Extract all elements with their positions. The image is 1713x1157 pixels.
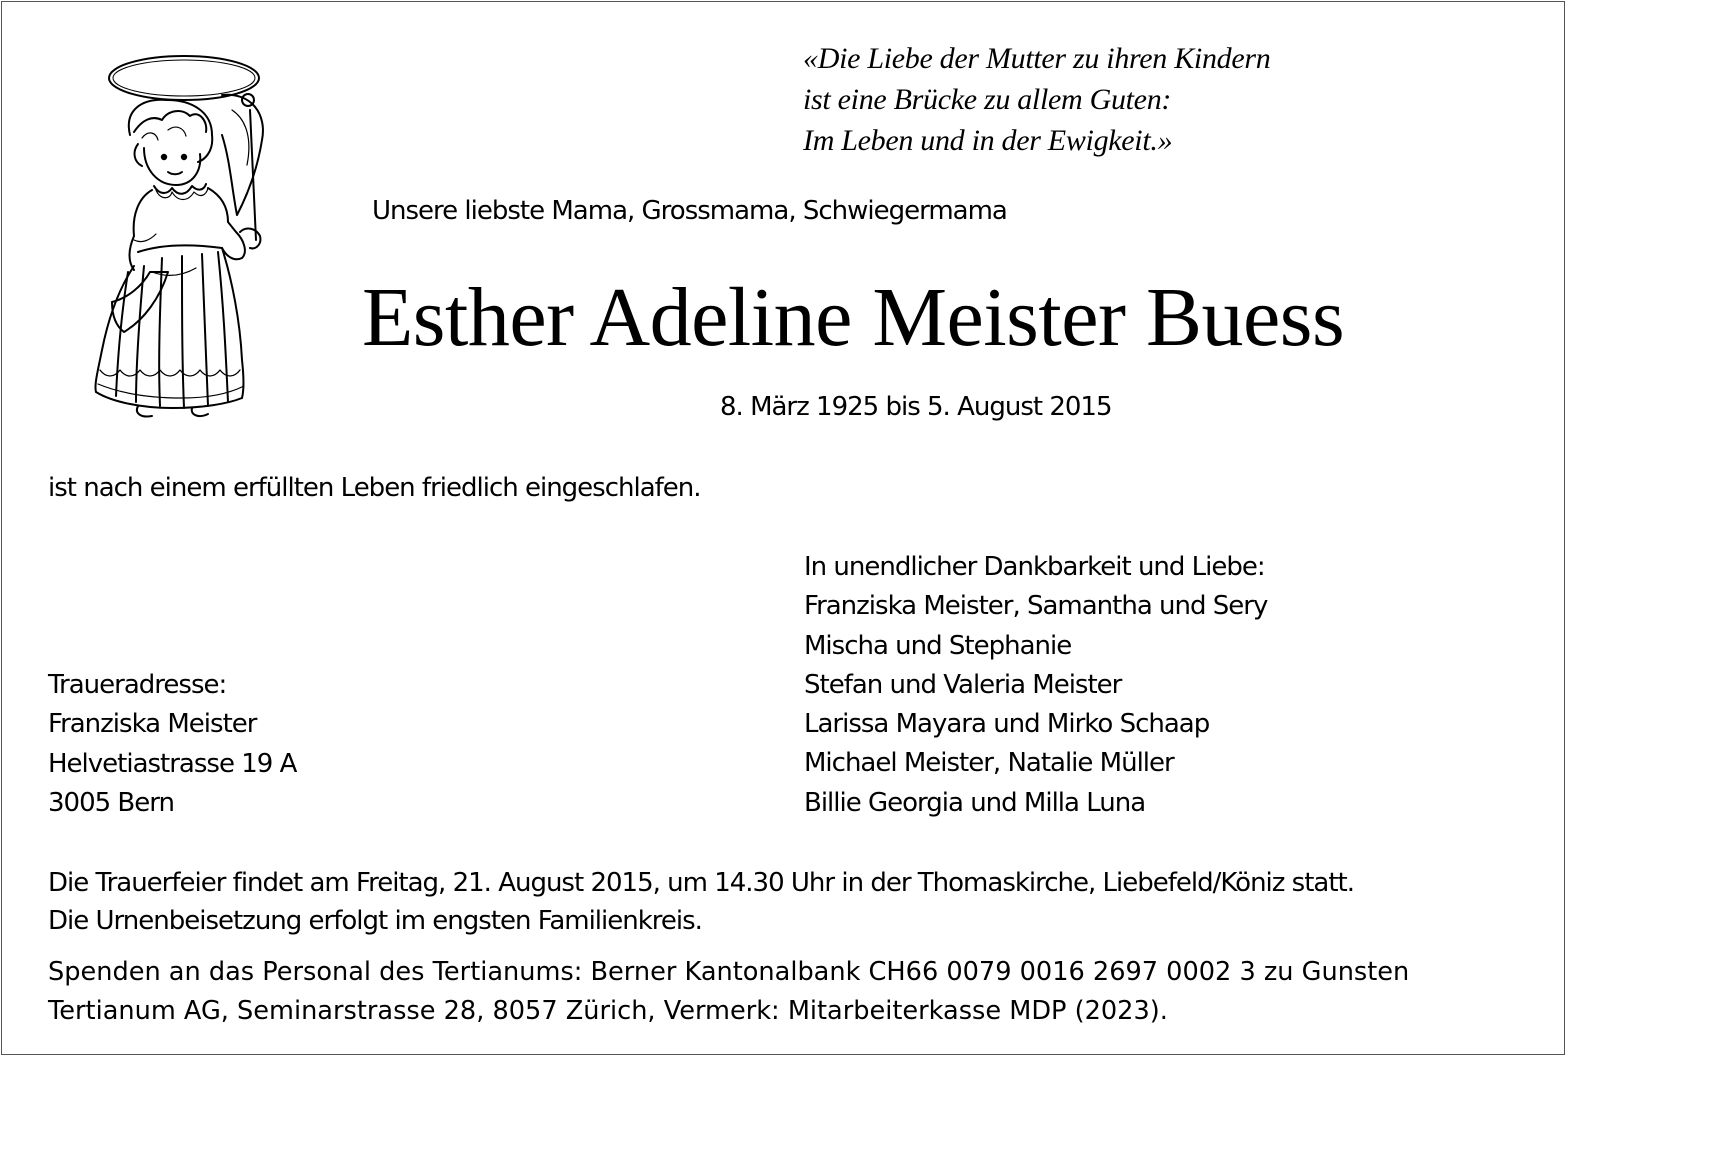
quote-line: Im Leben und in der Ewigkeit.»	[803, 124, 1173, 157]
family-heading: In unendlicher Dankbarkeit und Liebe:	[804, 552, 1265, 582]
intro-line: Unsere liebste Mama, Grossmama, Schwiegermama	[372, 196, 1007, 226]
family-member: Mischa und Stephanie	[804, 630, 1072, 661]
address-name: Franziska Meister	[48, 709, 257, 740]
deceased-name: Esther Adeline Meister Buess	[362, 271, 1345, 364]
family-member: Michael Meister, Natalie Müller	[804, 748, 1174, 779]
quote-line: ist eine Brücke zu allem Guten:	[803, 83, 1172, 116]
donation-info	[48, 953, 1409, 1030]
quote-block	[803, 38, 1270, 161]
mourning-address	[48, 666, 296, 823]
family-member: Billie Georgia und Milla Luna	[804, 787, 1146, 818]
service-line: Die Urnenbeisetzung erfolgt im engsten Familienkreis.	[48, 906, 702, 936]
family-member: Larissa Mayara und Mirko Schaap	[804, 709, 1210, 740]
life-dates: 8. März 1925 bis 5. August 2015	[720, 392, 1112, 422]
family-member: Stefan und Valeria Meister	[804, 669, 1122, 700]
family-member: Franziska Meister, Samantha und Sery	[804, 591, 1268, 622]
passing-statement: ist nach einem erfüllten Leben friedlich eingeschlafen.	[48, 473, 701, 503]
quote-line: «Die Liebe der Mutter zu ihren Kindern	[803, 42, 1271, 75]
address-street: Helvetiastrasse 19 A	[48, 748, 297, 779]
donation-line: Spenden an das Personal des Tertianums: Berner Kantonalbank CH66 0079 0016 2697 0002 3 zu Gunsten	[48, 957, 1410, 987]
obituary-notice	[1, 1, 1565, 1055]
service-line: Die Trauerfeier findet am Freitag, 21. August 2015, um 14.30 Uhr in der Thomaskirche, Liebefeld/Köniz statt.	[48, 868, 1355, 898]
family-list	[804, 548, 1267, 823]
address-city: 3005 Bern	[48, 787, 174, 818]
funeral-service-info	[48, 864, 1354, 940]
address-heading: Traueradresse:	[48, 670, 227, 700]
angel-drawing-icon	[72, 40, 282, 420]
donation-line: Tertianum AG, Seminarstrasse 28, 8057 Zürich, Vermerk: Mitarbeiterkasse MDP (2023).	[48, 995, 1168, 1026]
